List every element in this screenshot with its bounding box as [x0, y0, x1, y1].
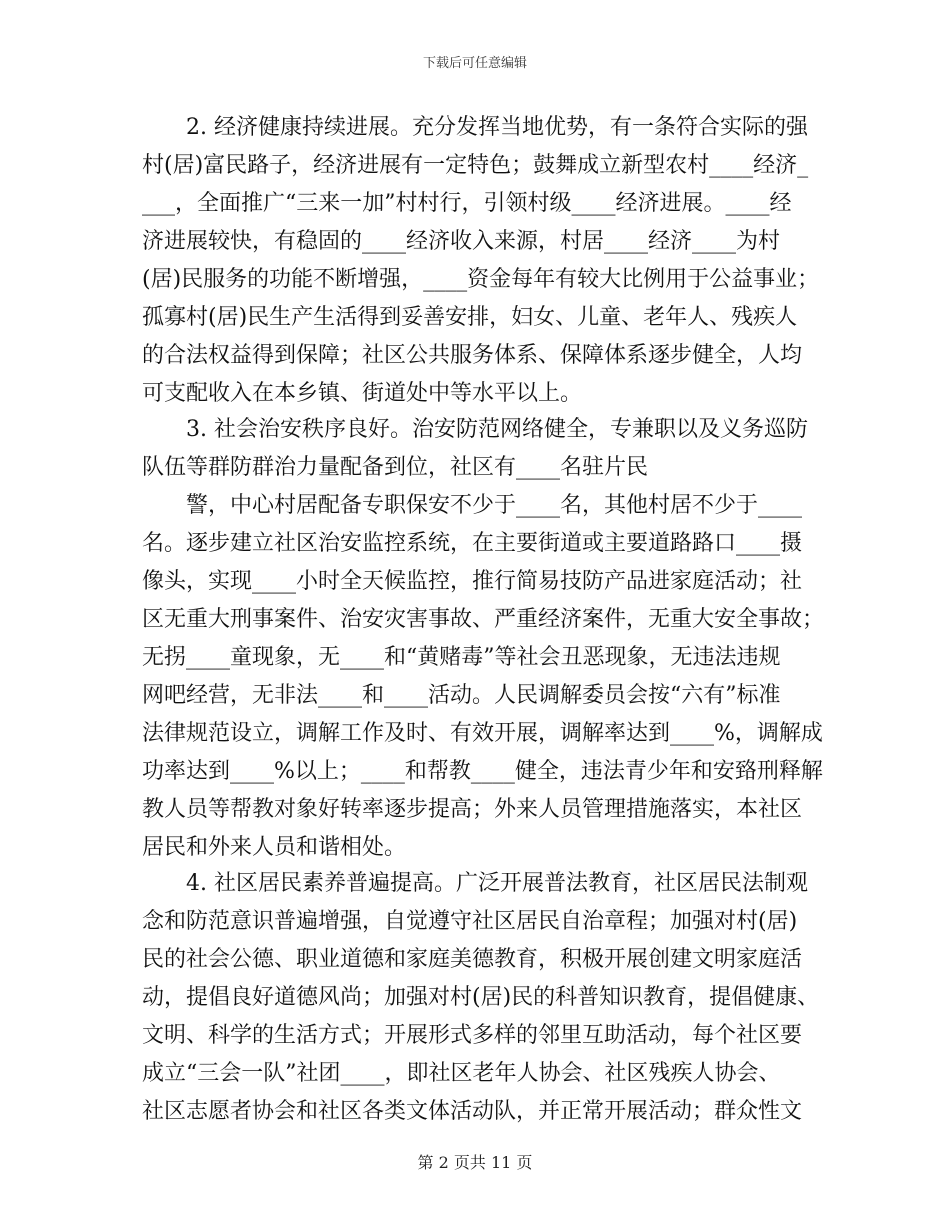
text-line: 村(居)富民路子，经济进展有一定特色；鼓舞成立新型农村____经济_	[142, 153, 809, 178]
text-line: 法律规范设立，调解工作及时、有效开展，调解率达到____%，调解成	[142, 721, 823, 746]
text-line: 动，提倡良好道德风尚；加强对村(居)民的科普知识教育，提倡健康、	[142, 985, 820, 1010]
text-line: 念和防范意识普遍增强，自觉遵守社区居民自治章程；加强对村(居)	[142, 909, 798, 934]
text-line: 2. 经济健康持续进展。充分发挥当地优势，有一条符合实际的强	[186, 115, 808, 140]
text-line: 民的社会公德、职业道德和家庭美德教育，积极开展创建文明家庭活	[142, 947, 803, 972]
text-line: 3. 社会治安秩序良好。治安防范网络健全，专兼职以及义务巡防	[186, 417, 808, 442]
text-line: 像头，实现____小时全天候监控，推行简易技防产品进家庭活动；社	[142, 569, 803, 594]
text-line: 功率达到____%以上；____和帮教____健全，违法青少年和安臵刑释解	[142, 759, 823, 784]
text-line: 居民和外来人员和谐相处。	[142, 835, 407, 860]
page-header: 下载后可任意编辑	[422, 56, 527, 71]
text-line: ___，全面推广“三来一加”村村行，引领村级____经济进展。____经	[142, 191, 792, 216]
text-line: 名。逐步建立社区治安监控系统，在主要街道或主要道路路口____摄	[142, 531, 803, 556]
text-line: (居)民服务的功能不断增强，____资金每年有较大比例用于公益事业；	[142, 267, 820, 292]
text-line: 孤寡村(居)民生产生活得到妥善安排，妇女、儿童、老年人、残疾人	[142, 305, 798, 330]
text-line: 可支配收入在本乡镇、街道处中等水平以上。	[142, 381, 583, 406]
text-line: 文明、科学的生活方式；开展形式多样的邻里互助活动，每个社区要	[142, 1023, 803, 1048]
text-line: 的合法权益得到保障；社区公共服务体系、保障体系逐步健全，人均	[142, 343, 803, 368]
text-line: 队伍等群防群治力量配备到位，社区有____名驻片民	[142, 455, 649, 480]
text-line: 网吧经营，无非法____和____活动。人民调解委员会按“六有”标准	[142, 683, 781, 708]
text-line: 济进展较快，有稳固的____经济收入来源，村居____经济____为村	[142, 229, 781, 254]
text-line: 教人员等帮教对象好转率逐步提高；外来人员管理措施落实，本社区	[142, 797, 803, 822]
text-line: 社区志愿者协会和社区各类文体活动队，并正常开展活动；群众性文	[142, 1099, 803, 1124]
page-footer: 第 2 页共 11 页	[417, 1153, 533, 1172]
text-line: 无拐____童现象，无____和“黄赌毒”等社会丑恶现象，无违法违规	[142, 645, 781, 670]
text-line: 4. 社区居民素养普遍提高。广泛开展普法教育，社区居民法制观	[186, 871, 808, 896]
text-line: 区无重大刑事案件、治安灾害事故、严重经济案件，无重大安全事故；	[142, 607, 825, 632]
text-line: 警，中心村居配备专职保安不少于____名，其他村居不少于____	[186, 493, 803, 518]
text-line: 成立“三会一队”社团____，即社区老年人协会、社区残疾人协会、	[142, 1061, 781, 1086]
